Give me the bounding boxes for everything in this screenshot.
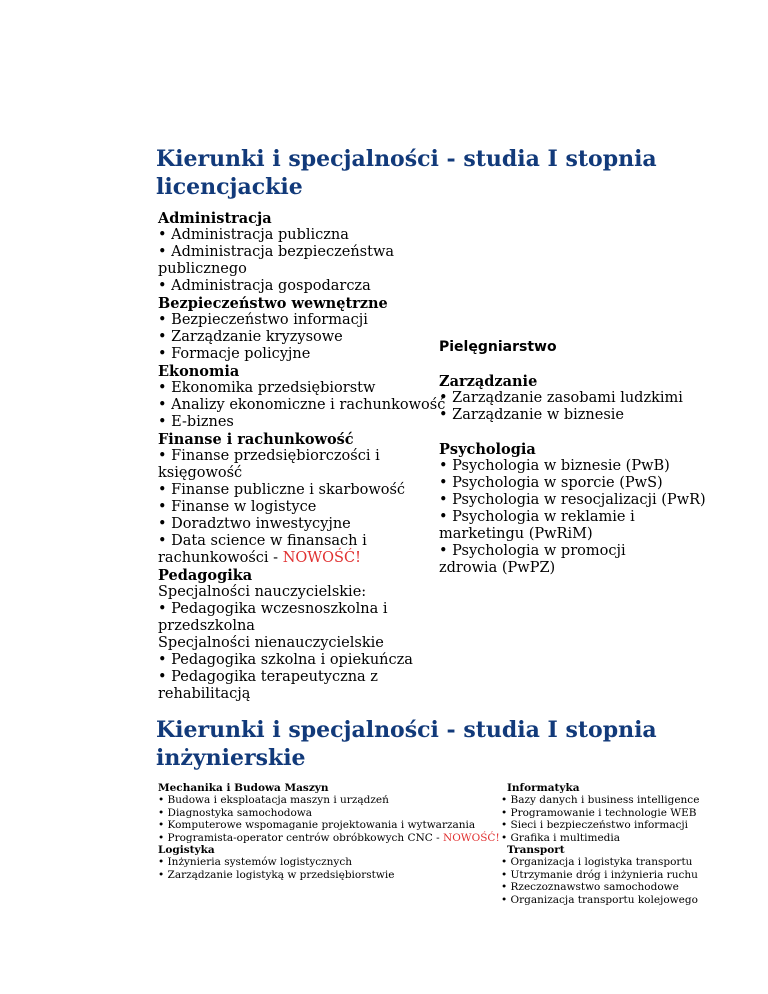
field-informatyka: Informatyka bbox=[507, 782, 580, 794]
field-psychologia: Psychologia bbox=[439, 441, 536, 458]
list-item: • Administracja publiczna bbox=[158, 227, 349, 243]
list-item: • Zarządzanie logistyką w przedsiębiorstwie bbox=[158, 868, 395, 881]
list-item: • Sieci i bezpieczeństwo informacji bbox=[501, 819, 689, 832]
list-item: • Finanse publiczne i skarbowość bbox=[158, 482, 406, 498]
list-item: • Zarządzanie w biznesie bbox=[439, 407, 624, 423]
list-item: • Data science w finansach i bbox=[158, 533, 367, 549]
list-item-text: • Programista-operator centrów obróbkowych CNC - bbox=[158, 831, 444, 844]
licencjackie-right-column bbox=[439, 339, 706, 577]
list-item: • Programowanie i technologie WEB bbox=[501, 806, 697, 819]
list-item: rehabilitacją bbox=[158, 686, 251, 702]
list-item: • Pedagogika terapeutyczna z bbox=[158, 669, 378, 685]
heading-inzynierskie: Kierunki i specjalności - studia I stopnia inżynierskie bbox=[156, 717, 657, 771]
list-item: • Grafika i multimedia bbox=[501, 831, 621, 844]
list-item: • Bezpieczeństwo informacji bbox=[158, 312, 368, 328]
list-item: • Bazy danych i business intelligence bbox=[501, 794, 700, 807]
list-item: Specjalności nauczycielskie: bbox=[158, 584, 367, 600]
list-item: • Analizy ekonomiczne i rachunkowość bbox=[158, 397, 446, 413]
list-item: • Finanse w logistyce bbox=[158, 499, 317, 515]
list-item: • Zarządzanie zasobami ludzkimi bbox=[439, 390, 683, 406]
field-ekonomia: Ekonomia bbox=[158, 363, 240, 380]
list-item: • Diagnostyka samochodowa bbox=[158, 806, 313, 819]
list-item: • E-biznes bbox=[158, 414, 234, 430]
field-bezpieczenstwo: Bezpieczeństwo wewnętrzne bbox=[158, 295, 388, 312]
list-item: • Pedagogika szkolna i opiekuńcza bbox=[158, 652, 413, 668]
list-item bbox=[158, 550, 445, 567]
list-item: publicznego bbox=[158, 261, 247, 277]
inzynierskie-left-column bbox=[158, 782, 500, 881]
field-pielegniarstwo: Pielęgniarstwo bbox=[439, 339, 557, 355]
list-item-text: rachunkowości - bbox=[158, 550, 283, 566]
list-item: • Psychologia w resocjalizacji (PwR) bbox=[439, 492, 706, 508]
field-pedagogika: Pedagogika bbox=[158, 567, 253, 584]
list-item: • Formacje policyjne bbox=[158, 346, 311, 362]
new-badge: NOWOŚĆ! bbox=[443, 831, 500, 844]
list-item: • Psychologia w reklamie i bbox=[439, 509, 635, 525]
field-logistyka: Logistyka bbox=[158, 844, 215, 857]
list-item: • Zarządzanie kryzysowe bbox=[158, 329, 343, 345]
heading-licencjackie: Kierunki i specjalności - studia I stopnia licencjackie bbox=[156, 146, 657, 200]
list-item: • Utrzymanie dróg i inżynieria ruchu bbox=[501, 868, 698, 881]
list-item: • Doradztwo inwestycyjne bbox=[158, 516, 351, 532]
list-item: • Budowa i eksploatacja maszyn i urządzeń bbox=[158, 794, 389, 807]
list-item: • Administracja gospodarcza bbox=[158, 278, 371, 294]
new-badge: NOWOŚĆ! bbox=[282, 550, 361, 566]
list-item: • Inżynieria systemów logistycznych bbox=[158, 856, 353, 869]
field-transport: Transport bbox=[507, 844, 565, 857]
list-item: • Psychologia w sporcie (PwS) bbox=[439, 475, 663, 491]
list-item: • Ekonomika przedsiębiorstw bbox=[158, 380, 376, 396]
list-item: • Komputerowe wspomaganie projektowania i wytwarzania bbox=[158, 819, 476, 832]
field-mechanika: Mechanika i Budowa Maszyn bbox=[158, 782, 329, 794]
list-item: zdrowia (PwPZ) bbox=[439, 560, 556, 576]
list-item: • Psychologia w biznesie (PwB) bbox=[439, 458, 670, 474]
list-item: • Organizacja i logistyka transportu bbox=[501, 856, 693, 869]
licencjackie-left-column bbox=[158, 210, 445, 703]
list-item: • Organizacja transportu kolejowego bbox=[501, 893, 698, 906]
list-item: przedszkolna bbox=[158, 618, 255, 634]
list-item: • Rzeczoznawstwo samochodowe bbox=[501, 881, 679, 894]
list-item: Specjalności nienauczycielskie bbox=[158, 635, 384, 651]
list-item: • Psychologia w promocji bbox=[439, 543, 626, 559]
list-item: księgowość bbox=[158, 465, 243, 481]
inzynierskie-right-column bbox=[501, 782, 699, 906]
list-item: marketingu (PwRiM) bbox=[439, 526, 593, 542]
list-item bbox=[158, 832, 500, 844]
field-administracja: Administracja bbox=[158, 210, 272, 227]
field-zarzadzanie: Zarządzanie bbox=[439, 373, 538, 390]
field-finanse: Finanse i rachunkowość bbox=[158, 431, 354, 448]
list-item: • Pedagogika wczesnoszkolna i bbox=[158, 601, 388, 617]
list-item: • Finanse przedsiębiorczości i bbox=[158, 448, 380, 464]
list-item: • Administracja bezpieczeństwa bbox=[158, 244, 395, 260]
